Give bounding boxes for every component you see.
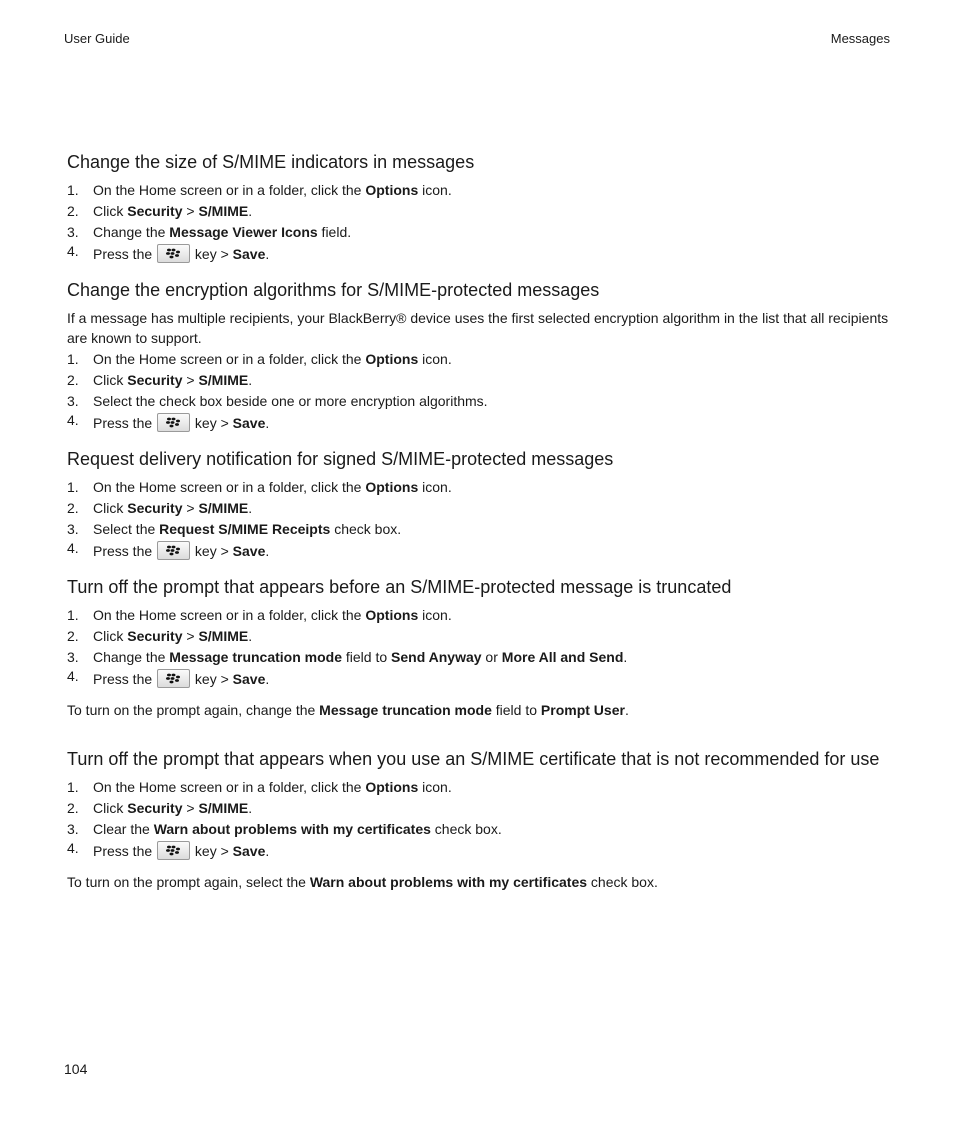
step-item: 3. Select the Request S/MIME Receipts check box. bbox=[67, 521, 402, 537]
step-item: 3. Change the Message truncation mode field to Send Anyway or More All and Send. bbox=[67, 649, 628, 665]
step-item: 2. Click Security > S/MIME. bbox=[67, 203, 253, 219]
step-item: 1. On the Home screen or in a folder, click the Options icon. bbox=[67, 779, 452, 795]
blackberry-menu-key-icon bbox=[157, 669, 190, 688]
step-item: 1. On the Home screen or in a folder, click the Options icon. bbox=[67, 607, 452, 623]
blackberry-menu-key-icon bbox=[157, 244, 190, 263]
step-item: 4. Press the key > Save. bbox=[67, 668, 270, 687]
section-smime-indicator-size bbox=[67, 151, 892, 265]
section-title: Turn off the prompt that appears when you use an S/MIME certificate that is not recommended for use bbox=[67, 749, 880, 769]
step-item: 1. On the Home screen or in a folder, click the Options icon. bbox=[67, 182, 452, 198]
page-content bbox=[67, 151, 892, 906]
section-delivery-notification bbox=[67, 448, 892, 562]
blackberry-menu-key-icon bbox=[157, 541, 190, 560]
section-title: Change the size of S/MIME indicators in messages bbox=[67, 152, 475, 172]
step-item: 4. Press the key > Save. bbox=[67, 243, 270, 262]
step-list bbox=[67, 180, 892, 265]
section-title: Turn off the prompt that appears before an S/MIME-protected message is truncated bbox=[67, 577, 732, 597]
step-item: 3. Clear the Warn about problems with my certificates check box. bbox=[67, 821, 502, 837]
running-header-left: User Guide bbox=[64, 31, 130, 46]
step-item: 3. Change the Message Viewer Icons field. bbox=[67, 224, 352, 240]
section-title: Change the encryption algorithms for S/MIME-protected messages bbox=[67, 280, 600, 300]
step-item: 2. Click Security > S/MIME. bbox=[67, 372, 253, 388]
step-list bbox=[67, 349, 892, 434]
section-truncation-prompt bbox=[67, 576, 892, 720]
section-certificate-prompt bbox=[67, 748, 892, 892]
step-list bbox=[67, 605, 892, 690]
step-item: 2. Click Security > S/MIME. bbox=[67, 800, 253, 816]
section-title: Request delivery notification for signed S/MIME-protected messages bbox=[67, 449, 614, 469]
step-item: 4. Press the key > Save. bbox=[67, 840, 270, 859]
step-item: 1. On the Home screen or in a folder, click the Options icon. bbox=[67, 479, 452, 495]
section-encryption-algorithms bbox=[67, 279, 892, 434]
section-note: To turn on the prompt again, select the Warn about problems with my certificates check box. bbox=[67, 874, 658, 890]
step-item: 4. Press the key > Save. bbox=[67, 412, 270, 431]
step-item: 2. Click Security > S/MIME. bbox=[67, 500, 253, 516]
step-item: 1. On the Home screen or in a folder, click the Options icon. bbox=[67, 351, 452, 367]
step-list bbox=[67, 777, 892, 862]
running-header-right: Messages bbox=[830, 31, 890, 46]
section-intro: If a message has multiple recipients, your BlackBerry® device uses the first selected encryption algorithm in the list that all recipients are known to support. bbox=[67, 310, 889, 346]
blackberry-menu-key-icon bbox=[157, 841, 190, 860]
step-list bbox=[67, 477, 892, 562]
blackberry-menu-key-icon bbox=[157, 413, 190, 432]
section-note: To turn on the prompt again, change the Message truncation mode field to Prompt User. bbox=[67, 702, 629, 718]
page-number: 104 bbox=[64, 1061, 88, 1077]
step-item: 2. Click Security > S/MIME. bbox=[67, 628, 253, 644]
step-item: 3. Select the check box beside one or more encryption algorithms. bbox=[67, 393, 488, 409]
step-item: 4. Press the key > Save. bbox=[67, 540, 270, 559]
